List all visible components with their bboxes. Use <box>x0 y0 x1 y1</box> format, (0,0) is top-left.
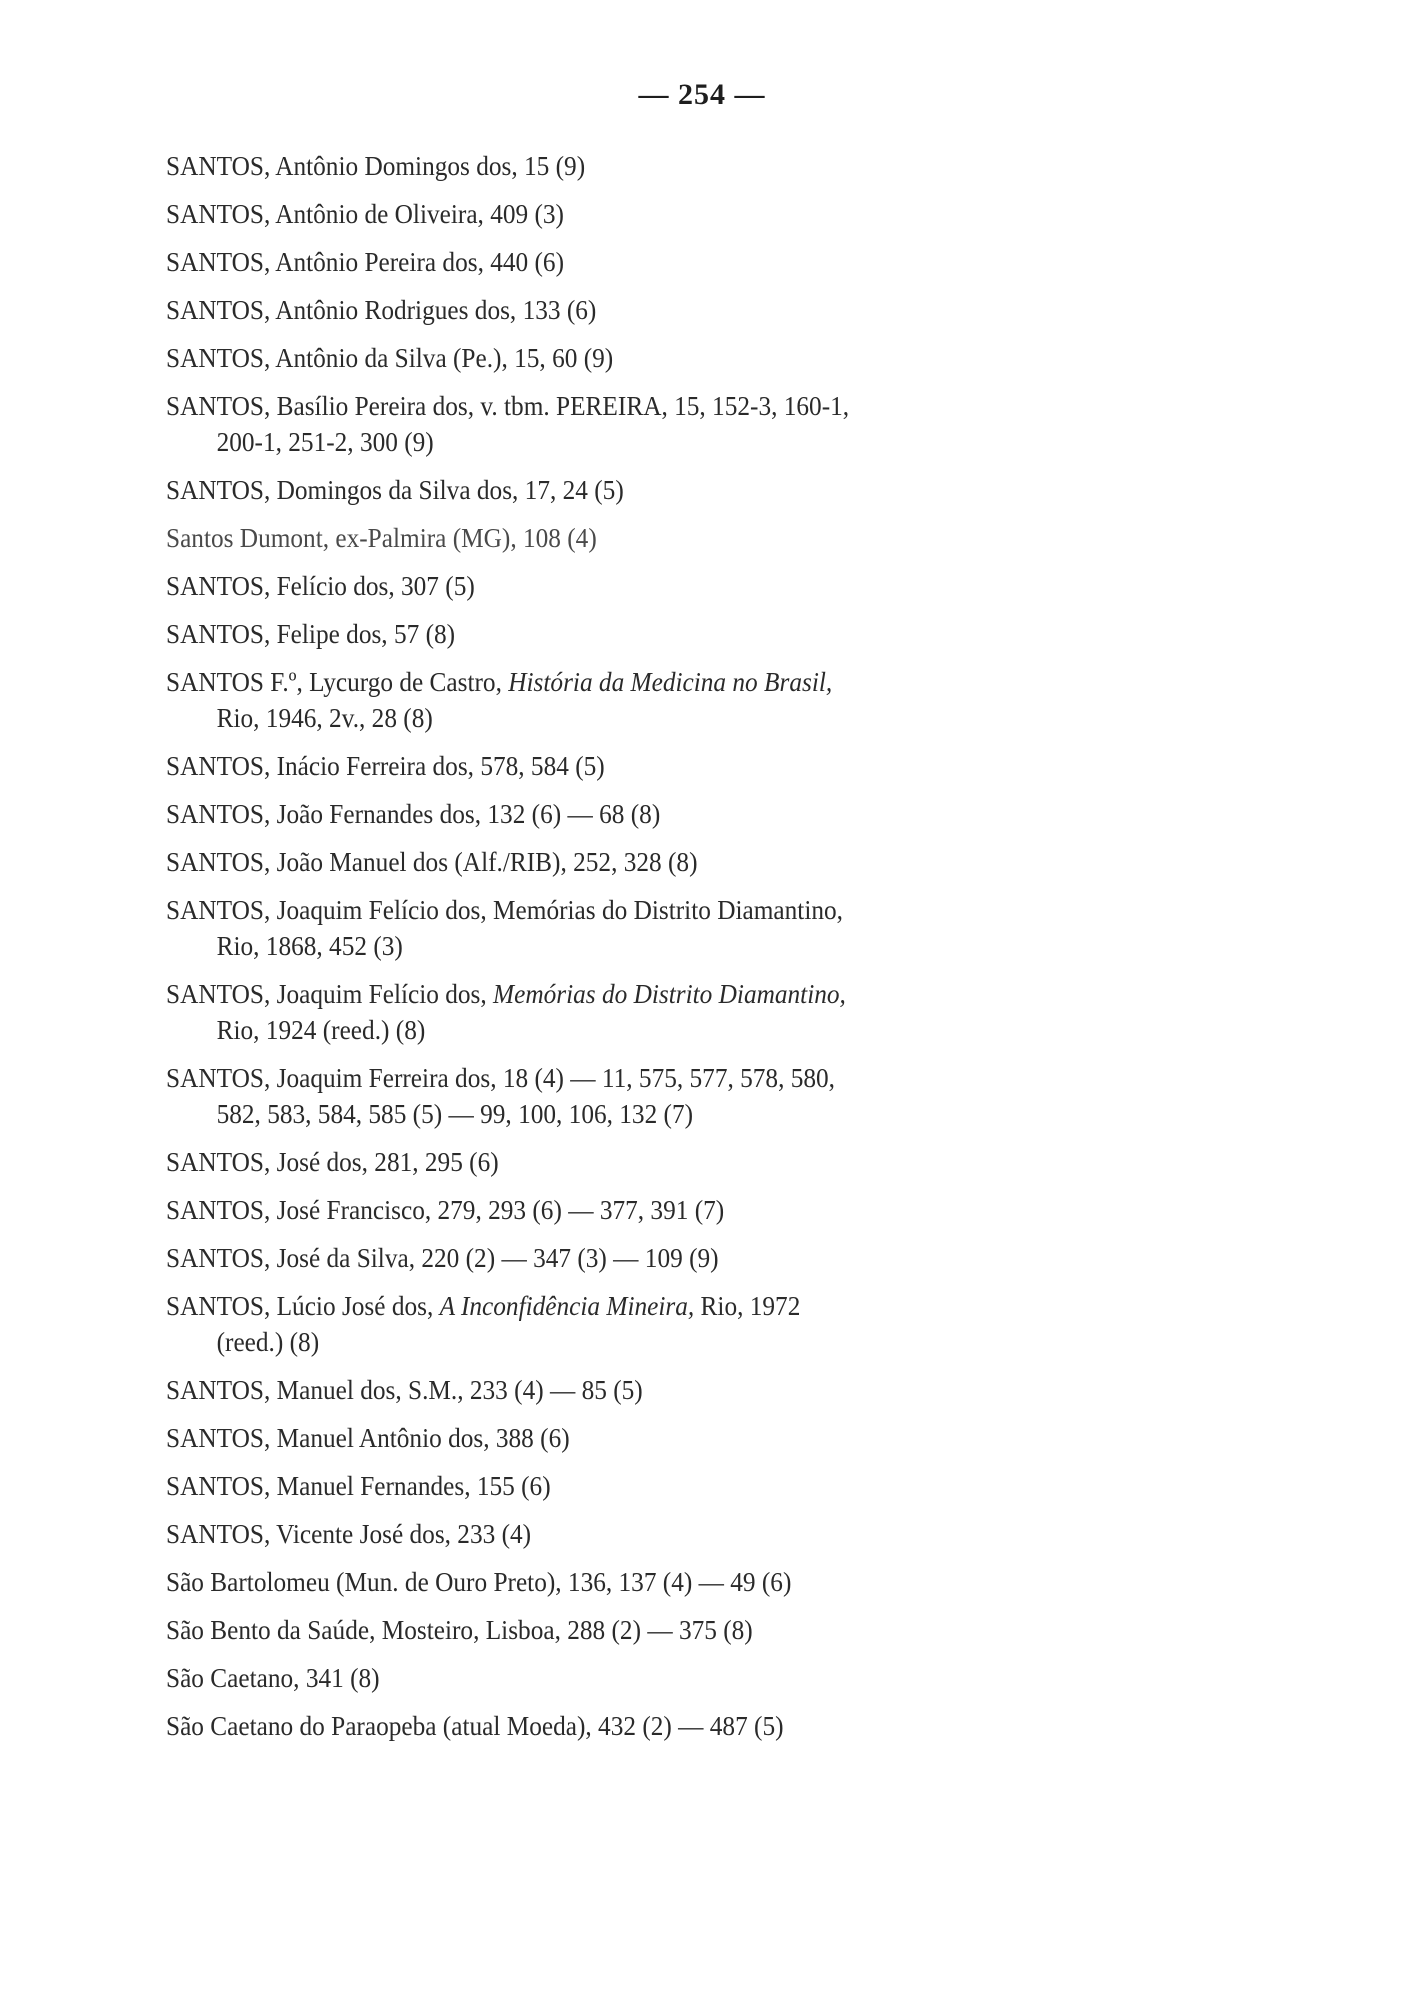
index-entry <box>166 1660 1141 1696</box>
entry-text: SANTOS, Basílio Pereira dos, v. tbm. PEREIRA, 15, 152-3, 160-1, <box>166 390 850 421</box>
index-entry <box>166 1372 1141 1408</box>
entry-text: SANTOS, Vicente José dos, 233 (4) <box>166 1518 532 1549</box>
index-entry <box>166 976 1141 1048</box>
entry-continuation: 200-1, 251-2, 300 (9) <box>216 426 434 457</box>
entry-text: SANTOS, Inácio Ferreira dos, 578, 584 (5) <box>166 750 605 781</box>
entry-text <box>166 664 1141 700</box>
entry-text: São Bento da Saúde, Mosteiro, Lisboa, 288 (2) — 375 (8) <box>166 1614 753 1645</box>
index-entry <box>166 1420 1141 1456</box>
entry-author: SANTOS F.º, Lycurgo de Castro, <box>166 666 509 697</box>
entry-continuation: (reed.) (8) <box>216 1326 320 1357</box>
entry-text: SANTOS, José Francisco, 279, 293 (6) — 377, 391 (7) <box>166 1194 725 1225</box>
index-entry <box>166 388 1141 460</box>
entry-text: SANTOS, Manuel Antônio dos, 388 (6) <box>166 1422 570 1453</box>
entry-text: SANTOS, Manuel Fernandes, 155 (6) <box>166 1470 551 1501</box>
index-entry <box>166 568 1141 604</box>
index-entry <box>166 340 1141 376</box>
index-entry <box>166 1144 1141 1180</box>
entry-continuation: Rio, 1946, 2v., 28 (8) <box>216 702 433 733</box>
index-entry <box>166 1516 1141 1552</box>
entry-text: SANTOS, Joaquim Felício dos, Memórias do Distrito Diamantino, <box>166 894 843 925</box>
entry-text: SANTOS, Felício dos, 307 (5) <box>166 570 475 601</box>
index-entry <box>166 1612 1141 1648</box>
entry-continuation: Rio, 1868, 452 (3) <box>216 930 403 961</box>
index-entry <box>166 1240 1141 1276</box>
index-entry <box>166 796 1141 832</box>
index-entry <box>166 1192 1141 1228</box>
entry-text: SANTOS, Antônio de Oliveira, 409 (3) <box>166 198 564 229</box>
entry-text: SANTOS, Joaquim Ferreira dos, 18 (4) — 11, 575, 577, 578, 580, <box>166 1062 836 1093</box>
index-entry <box>166 664 1141 736</box>
entry-publication: Rio, 1972 <box>694 1290 801 1321</box>
index-entry <box>166 148 1141 184</box>
entry-text <box>166 976 1141 1012</box>
entry-text: SANTOS, Felipe dos, 57 (8) <box>166 618 456 649</box>
index-entry <box>166 1288 1141 1360</box>
index-entry <box>166 520 1141 556</box>
index-entry <box>166 1468 1141 1504</box>
index-entry <box>166 1060 1141 1132</box>
entry-text: SANTOS, José dos, 281, 295 (6) <box>166 1146 499 1177</box>
page-number: — 254 — <box>638 78 766 111</box>
entry-text: SANTOS, Manuel dos, S.M., 233 (4) — 85 (5) <box>166 1374 643 1405</box>
entry-text: SANTOS, Antônio Rodrigues dos, 133 (6) <box>166 294 597 325</box>
book-title: História da Medicina no Brasil, <box>508 666 833 697</box>
entry-text: SANTOS, Antônio Pereira dos, 440 (6) <box>166 246 565 277</box>
index-entry <box>166 472 1141 508</box>
entry-continuation: Rio, 1924 (reed.) (8) <box>216 1014 426 1045</box>
entry-text: SANTOS, Domingos da Silva dos, 17, 24 (5) <box>166 474 624 505</box>
entry-author: SANTOS, Lúcio José dos, <box>166 1290 440 1321</box>
index-entry <box>166 892 1141 964</box>
index-entry <box>166 292 1141 328</box>
entry-text: SANTOS, João Fernandes dos, 132 (6) — 68 (8) <box>166 798 661 829</box>
entry-continuation: 582, 583, 584, 585 (5) — 99, 100, 106, 132 (7) <box>216 1098 694 1129</box>
index-entry <box>166 244 1141 280</box>
entry-author: SANTOS, Joaquim Felício dos, <box>166 978 494 1009</box>
entry-text <box>166 1288 1141 1324</box>
book-title: A Inconfidência Mineira, <box>439 1290 695 1321</box>
index-entry <box>166 1708 1141 1744</box>
entry-text: SANTOS, Antônio da Silva (Pe.), 15, 60 (9) <box>166 342 614 373</box>
book-title: Memórias do Distrito Diamantino, <box>493 978 846 1009</box>
index-entry <box>166 844 1141 880</box>
entry-text: São Caetano, 341 (8) <box>166 1662 380 1693</box>
index-entry <box>166 748 1141 784</box>
index-entries <box>166 148 1226 1756</box>
entry-text: Santos Dumont, ex-Palmira (MG), 108 (4) <box>166 522 597 553</box>
index-entry <box>166 196 1141 232</box>
entry-text: SANTOS, Antônio Domingos dos, 15 (9) <box>166 150 586 181</box>
entry-text: São Caetano do Paraopeba (atual Moeda), 432 (2) — 487 (5) <box>166 1710 784 1741</box>
index-entry <box>166 616 1141 652</box>
index-entry <box>166 1564 1141 1600</box>
entry-text: São Bartolomeu (Mun. de Ouro Preto), 136, 137 (4) — 49 (6) <box>166 1566 792 1597</box>
entry-text: SANTOS, José da Silva, 220 (2) — 347 (3) — 109 (9) <box>166 1242 719 1273</box>
entry-text: SANTOS, João Manuel dos (Alf./RIB), 252, 328 (8) <box>166 846 698 877</box>
